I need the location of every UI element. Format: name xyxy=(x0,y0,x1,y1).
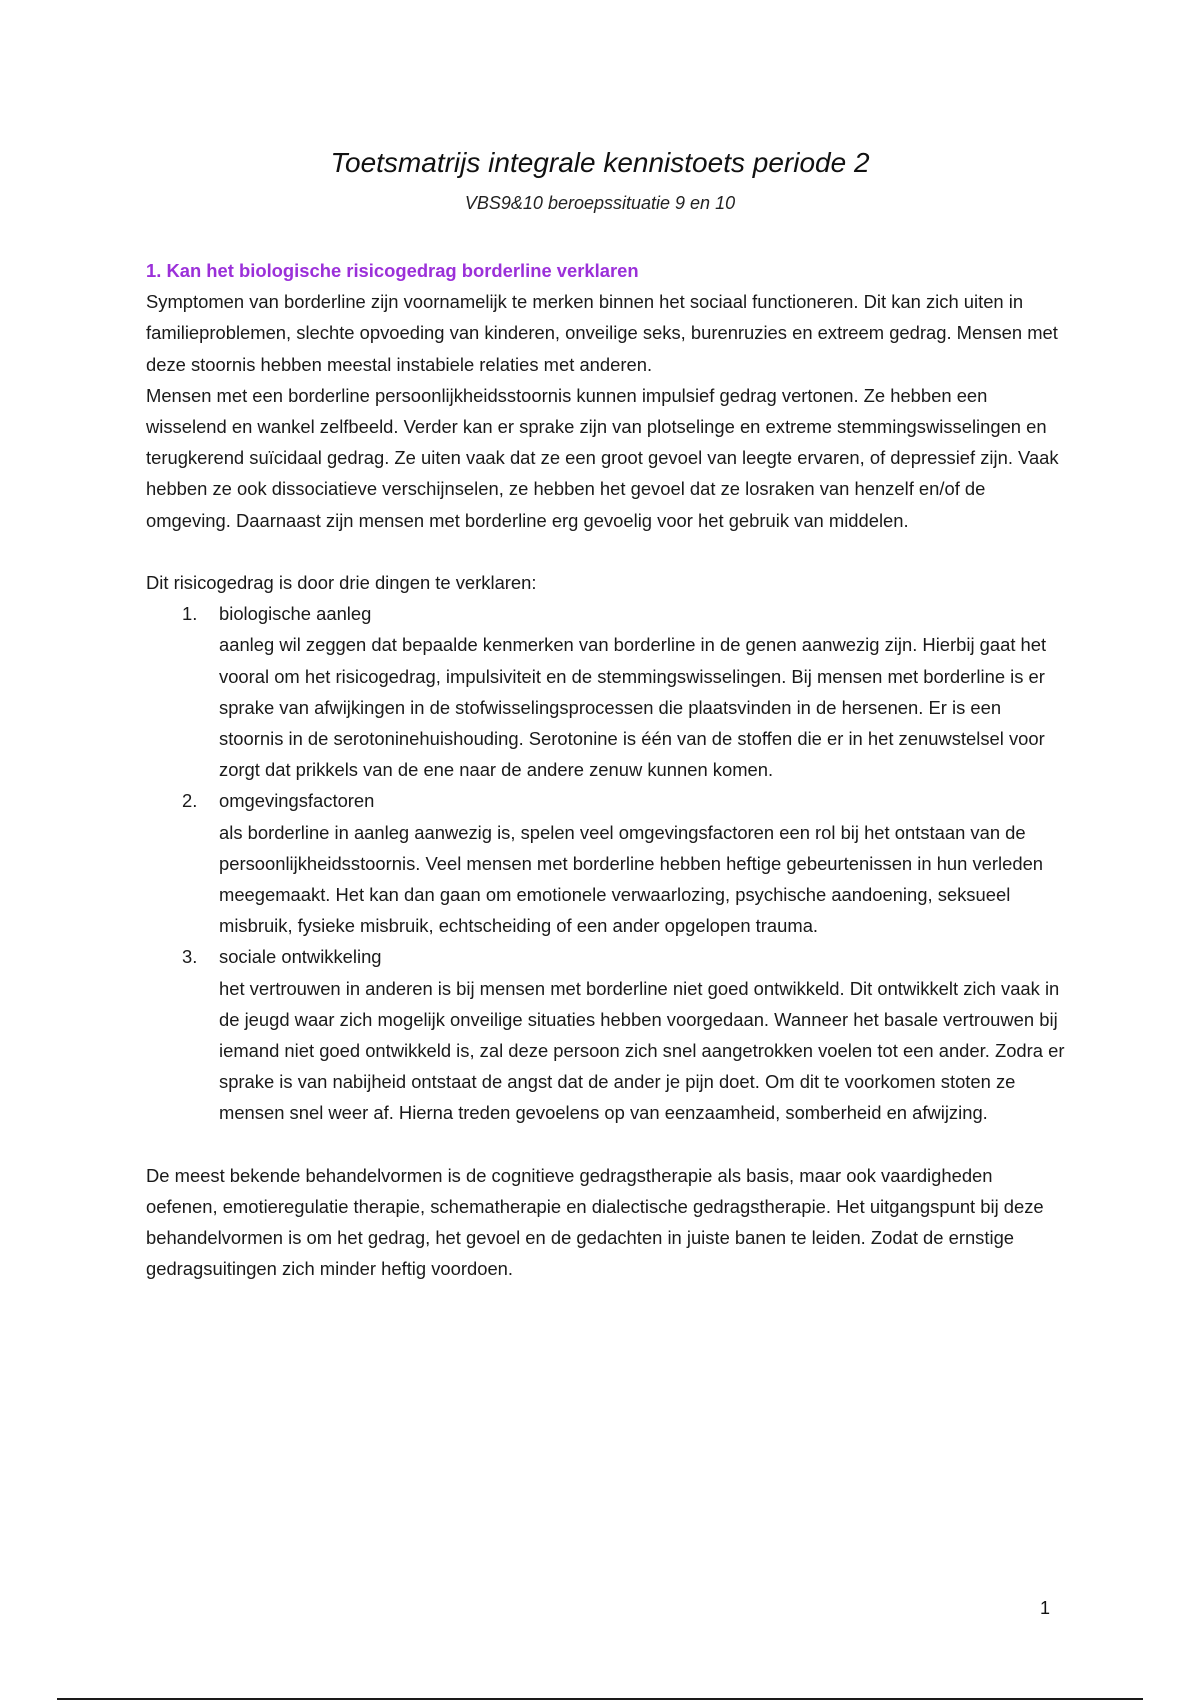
list-item-text: het vertrouwen in anderen is bij mensen met borderline niet goed ontwikkeld. Dit ontwikkelt zich vaak in de jeugd waar zich mogelijk onveilige situaties hebben voorgedaan. Wanneer het basale vertrouwen bij iemand niet goed ontwikkeld is, zal deze persoon zich snel aangetrokken voelen tot een ander. Zodra er sprake is van nabijheid ontstaat de angst dat de ander je pijn doet. Om dit te voorkomen stoten ze mensen snel weer af. Hierna treden gevoelens op van eenzaamheid, somberheid en afwijzing. xyxy=(219,977,1065,1124)
document-subtitle: VBS9&10 beroepssituatie 9 en 10 xyxy=(464,193,736,213)
list-item-text: als borderline in aanleg aanwezig is, spelen veel omgevingsfactoren een rol bij het ontstaan van de persoonlijkheidsstoornis. Veel mensen met borderline hebben heftige gebeurtenissen in hun verleden meegemaakt. Het kan dan gaan om emotionele verwaarlozing, psychische aandoening, seksueel misbruik, fysieke misbruik, echtscheiding of een ander opgelopen trauma. xyxy=(219,821,1044,937)
intro-paragraph-2: Mensen met een borderline persoonlijkheidsstoornis kunnen impulsief gedrag vertonen. Ze hebben een wisselend en wankel zelfbeeld. Verder kan er sprake zijn van plotselinge en extreme stemmingswisselingen en terugkerend suïcidaal gedrag. Ze uiten vaak dat ze een groot gevoel van leegte ervaren, of depressief zijn. Vaak hebben ze ook dissociatieve verschijnselen, ze hebben het gevoel dat ze losraken van henzelf en/of de omgeving. Daarnaast zijn mensen met borderline erg gevoelig voor het gebruik van middelen. xyxy=(146,384,1059,531)
section-heading: 1. Kan het biologische risicogedrag borderline verklaren xyxy=(146,260,639,281)
paragraph-spacer xyxy=(146,536,1066,567)
document-title: Toetsmatrijs integrale kennistoets periode 2 xyxy=(330,147,870,178)
list-item-text: aanleg wil zeggen dat bepaalde kenmerken van borderline in de genen aanwezig zijn. Hierbij gaat het vooral om het risicogedrag, impulsiviteit en de stemmingswisselingen. Bij mensen met borderline is er sprake van afwijkingen in de stofwisselingsprocessen die plaatsvinden in de hersenen. Er is een stoornis in de serotoninehuishouding. Serotonine is één van de stoffen die er in het zenuwstelsel voor zorgt dat prikkels van de ene naar de andere zenuw kunnen komen. xyxy=(219,634,1047,781)
list-item-number: 1. xyxy=(182,603,198,625)
page-number: 1 xyxy=(1040,1598,1051,1618)
list-item-title: biologische aanleg xyxy=(219,603,372,625)
document-body xyxy=(146,255,1066,1285)
list-item xyxy=(146,941,1066,1128)
list-item-title: omgevingsfactoren xyxy=(219,790,375,812)
paragraph-spacer xyxy=(146,1129,1066,1160)
list-item-title: sociale ontwikkeling xyxy=(219,946,382,968)
list-item xyxy=(146,598,1066,785)
list-item xyxy=(146,785,1066,941)
list-item-number: 3. xyxy=(182,946,198,968)
explanation-list xyxy=(146,598,1066,1128)
list-intro: Dit risicogedrag is door drie dingen te verklaren: xyxy=(146,572,537,594)
closing-paragraph: De meest bekende behandelvormen is de cognitieve gedragstherapie als basis, maar ook vaardigheden oefenen, emotieregulatie therapie, schematherapie en dialectische gedragstherapie. Het uitgangspunt bij deze behandelvormen is om het gedrag, het gevoel en de gedachten in juiste banen te leiden. Zodat de ernstige gedragsuitingen zich minder heftig voordoen. xyxy=(146,1164,1044,1280)
list-item-number: 2. xyxy=(182,790,198,812)
intro-paragraph-1: Symptomen van borderline zijn voornamelijk te merken binnen het sociaal functioneren. Dit kan zich uiten in familieproblemen, slechte opvoeding van kinderen, onveilige seks, burenruzies en extreem gedrag. Mensen met deze stoornis hebben meestal instabiele relaties met anderen. xyxy=(146,291,1058,375)
